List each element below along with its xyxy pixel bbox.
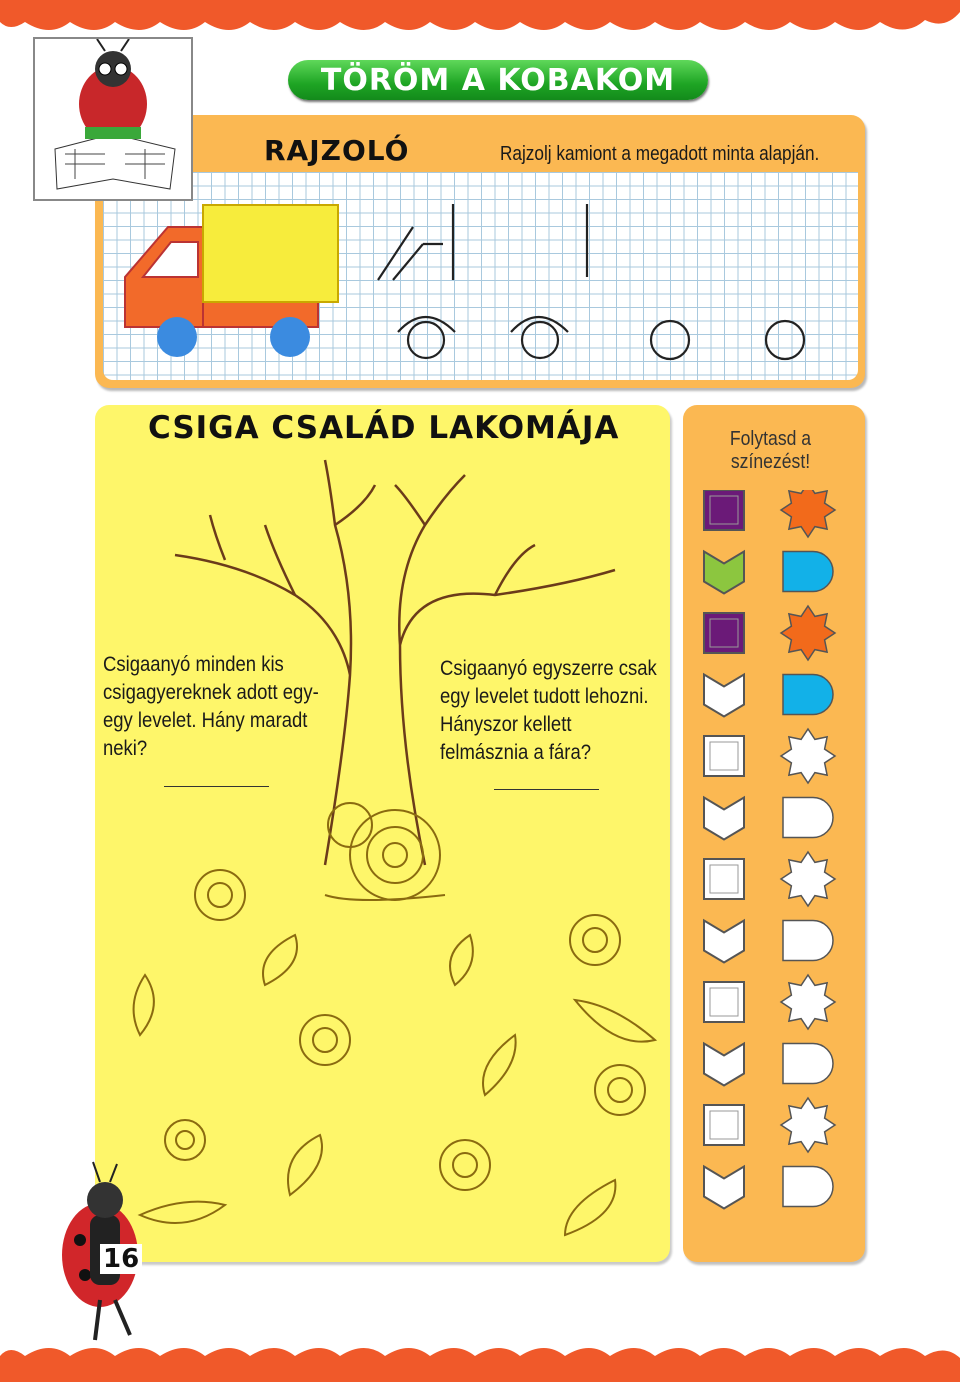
- chevron-shape[interactable]: [704, 798, 744, 840]
- d-shape[interactable]: [783, 552, 833, 592]
- star-shape[interactable]: [781, 606, 835, 660]
- page-title: TÖRÖM A KOBAKOM: [320, 62, 676, 98]
- d-shape[interactable]: [783, 1044, 833, 1084]
- star-shape[interactable]: [781, 1098, 835, 1152]
- drawing-task-instruction: Rajzolj kamiont a megadott minta alapján.: [500, 143, 820, 165]
- d-shape[interactable]: [783, 921, 833, 961]
- star-shape[interactable]: [781, 490, 835, 537]
- star-shape[interactable]: [781, 729, 835, 783]
- coloring-task-instruction: Folytasd a színezést!: [729, 428, 812, 473]
- answer-blank-left[interactable]: [164, 785, 269, 787]
- chevron-shape[interactable]: [704, 921, 744, 963]
- page-title-banner: [288, 60, 708, 100]
- chevron-shape[interactable]: [704, 1044, 744, 1086]
- sample-truck: [125, 205, 338, 357]
- d-shape[interactable]: [783, 798, 833, 838]
- drawing-task-label: RAJZOLÓ: [264, 134, 410, 167]
- question-right: Csigaanyó egyszerre csak egy levelet tudott lehozni. Hányszor kellett felmásznia a fára?: [440, 657, 657, 764]
- ladybug-reading-icon: [35, 39, 191, 199]
- answer-blank-right[interactable]: [494, 788, 599, 790]
- page-number: 16: [100, 1244, 142, 1274]
- chevron-shape[interactable]: [704, 552, 744, 594]
- chevron-shape[interactable]: [704, 1167, 744, 1209]
- mascot-reading-image: [33, 37, 193, 201]
- d-shape[interactable]: [783, 675, 833, 715]
- star-shape[interactable]: [781, 975, 835, 1029]
- truck-drawing: [103, 172, 858, 380]
- chevron-shape[interactable]: [704, 675, 744, 717]
- partial-truck-outlines: [378, 204, 804, 359]
- snail-task-heading: CSIGA CSALÁD LAKOMÁJA: [148, 410, 620, 446]
- tree-and-snails-illustration: [95, 445, 670, 1255]
- question-left: Csigaanyó minden kis csigagyereknek adott egy-egy levelet. Hány maradt neki?: [103, 653, 319, 760]
- snails-and-leaves: [134, 803, 655, 1235]
- d-shape[interactable]: [783, 1167, 833, 1207]
- coloring-pattern: [683, 490, 865, 1250]
- top-wavy-border: [0, 0, 960, 40]
- star-shape[interactable]: [781, 852, 835, 906]
